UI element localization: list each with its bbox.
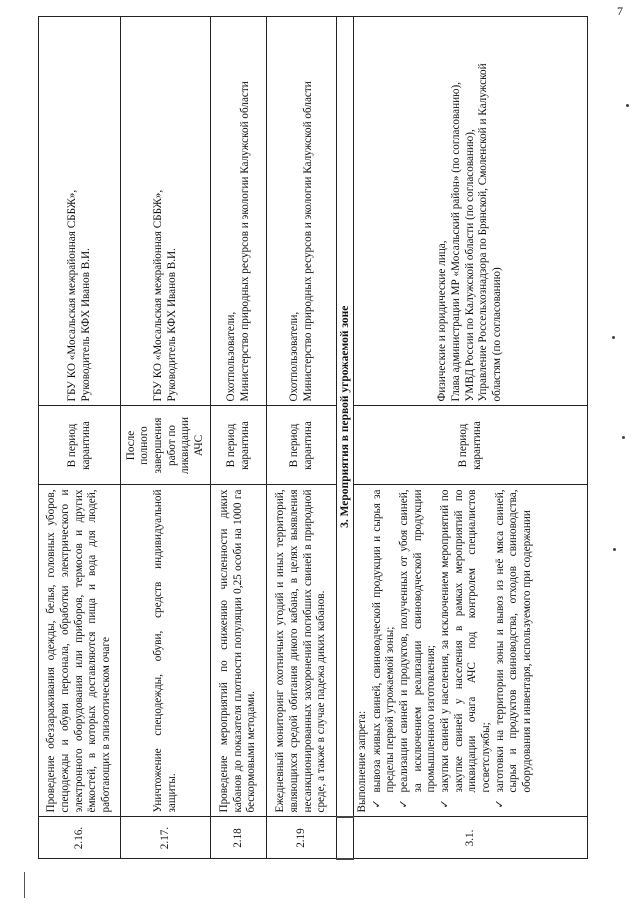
section-header-row [337, 17, 354, 859]
ban-list [371, 490, 535, 813]
scan-speck [613, 548, 616, 551]
responsible-line: Охотпользователи, [224, 311, 237, 402]
table-row [267, 17, 337, 859]
row-number: 2.17. [121, 817, 211, 859]
scan-speck [612, 336, 615, 339]
checkmark-icon: ✓ [370, 799, 383, 809]
responsible-line: Руководитель КФХ Иванов В.И. [165, 248, 178, 402]
ban-item [494, 490, 535, 809]
ban-item-text: заготовки на территории зоны и вывоз из неё мяса свиней, сырья и продуктов свиноводства, отходов свиноводства, оборудования и инвентаря, используемого при содержании [493, 489, 533, 793]
row-number: 2.16. [39, 817, 121, 859]
page-number: 7 [617, 4, 623, 18]
section-title: 3. Мероприятия в первой угрожаемой зоне [337, 17, 354, 817]
responsible-cell [211, 17, 267, 406]
row-number: 2.19 [267, 817, 337, 859]
responsible-line: Управление Россельхознадзора по Брянской, Смоленской и Калужской областям (по согласованию) [477, 63, 503, 402]
responsible-cell [121, 17, 211, 406]
action-cell [354, 485, 588, 817]
responsible-line: ГБУ КО «Мосальская межрайонная СББЖ», [65, 189, 78, 402]
scan-speck [622, 436, 625, 439]
ban-item-text: вывоза живых свиней, свиноводческой продукции и сырья за пределы первой угрожаемой зоны; [370, 489, 397, 793]
ban-item [371, 490, 398, 809]
rotated-table-wrapper [38, 18, 586, 860]
responsible-line: Физические и юридические лица, [436, 240, 449, 402]
measures-table [38, 17, 588, 861]
action-cell: Проведение обеззараживания одежды, белья, головных уборов, спецодежды и обуви персонала, обработки электрического и электронного оборудования или приборов, термосов и других ёмкостей, в которых доставляются пища и вода для людей, работающих в эпизоотическом очаге [39, 485, 121, 817]
responsible-cell [354, 17, 588, 406]
table-row [354, 17, 588, 859]
action-cell: Уничтожение спецодежды, обуви, средств индивидуальной защиты. [121, 485, 211, 817]
checkmark-icon: ✓ [438, 799, 451, 809]
term-cell: В период карантина [267, 406, 337, 485]
responsible-line: Руководитель КФХ Иванов В.И. [79, 248, 92, 402]
responsible-line: УМВД России по Калужской области (по согласованию), [463, 129, 476, 402]
responsible-line: Министерство природных ресурсов и экологии Калужской области [238, 81, 251, 402]
term-cell: В период карантина [354, 406, 588, 485]
term-cell: В период карантина [39, 406, 121, 485]
binder-edge-line [24, 872, 25, 898]
table-row [121, 17, 211, 859]
term-cell: В период карантина [211, 406, 267, 485]
row-number: 3.1. [354, 817, 588, 859]
ban-item [398, 490, 439, 809]
action-cell: Ежедневный мониторинг охотничьих угодий и иных территорий, являющихся средой обитания дикого кабана, в целях выявления несанкционированных захоронений погибших свиней в природной среде, а также в случае падежа диких кабанов. [267, 485, 337, 817]
ban-item-text: реализации свиней и продуктов, полученных от убоя свиней, за исключением реализации свиноводческой продукции промышленного изготовления; [397, 489, 438, 793]
scan-speck [626, 104, 629, 107]
checkmark-icon: ✓ [493, 799, 506, 809]
responsible-line: Глава администрации МР «Мосальский район» (по согласованию), [450, 82, 463, 402]
ban-item-text: закупки свиней у населения, за исключением мероприятий по закупке свиней у населения в рамках мероприятий по ликвидации очага АЧС под контролем специалистов госветслужбы; [438, 489, 492, 793]
section-number-cell [337, 817, 354, 859]
term-cell: После полного завершения работ по ликвидации АЧС [121, 406, 211, 485]
checkmark-icon: ✓ [397, 799, 410, 809]
ban-lead-text: Выполнение запрета: [356, 710, 369, 813]
table-row [211, 17, 267, 859]
ban-item [439, 490, 494, 809]
responsible-line: Охотпользователи, [287, 311, 300, 402]
responsible-cell [39, 17, 121, 406]
table-row [39, 17, 121, 859]
action-cell: Проведение мероприятий по снижению численности диких кабанов до показателя плотности популяции 0,25 особи на 1000 га бескормовыми методами. [211, 485, 267, 817]
responsible-cell [267, 17, 337, 406]
responsible-line: ГБУ КО «Мосальская межрайонная СББЖ», [151, 189, 164, 402]
row-number: 2.18 [211, 817, 267, 859]
responsible-line: Министерство природных ресурсов и экологии Калужской области [301, 81, 314, 402]
